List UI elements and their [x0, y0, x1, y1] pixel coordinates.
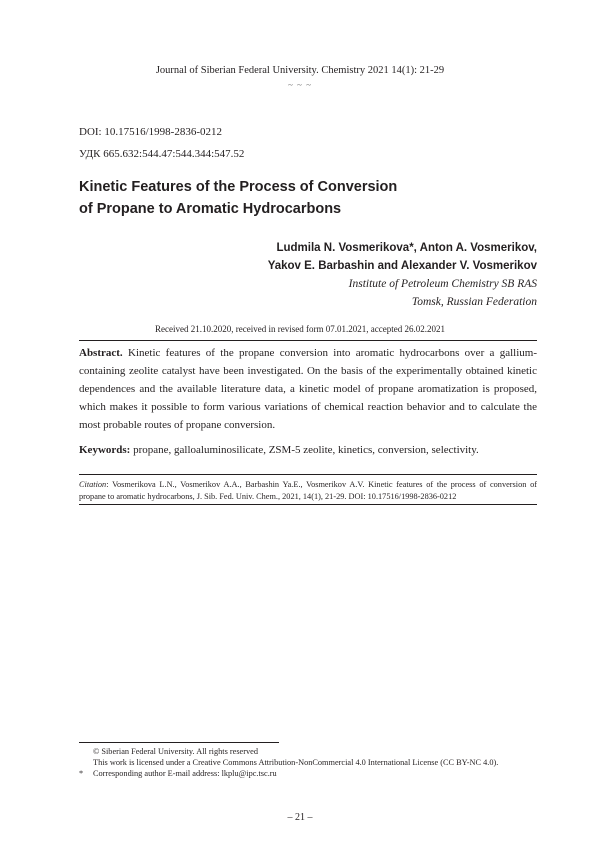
- abstract-top-rule: [79, 340, 537, 341]
- doi: DOI: 10.17516/1998-2836-0212: [79, 126, 222, 138]
- title-line-2: of Propane to Aromatic Hydrocarbons: [79, 201, 342, 217]
- title-line-1: Kinetic Features of the Process of Conversion: [79, 179, 398, 195]
- affiliation-line-2: Tomsk, Russian Federation: [411, 296, 537, 308]
- footnote-rule: [79, 742, 279, 743]
- citation-label: Citation: [79, 480, 107, 489]
- abstract-label: Abstract.: [79, 347, 123, 359]
- license-text: This work is licensed under a Creative Commons Attribution-NonCommercial 4.0 International License (CC BY-NC 4.0).: [93, 758, 499, 767]
- udk-code: УДК 665.632:544.47:544.344:547.52: [79, 148, 245, 160]
- footnote-copyright: [79, 746, 549, 757]
- corresponding-text: Corresponding author E-mail address: lkplu@ipc.tsc.ru: [93, 769, 277, 778]
- article-title: [79, 176, 499, 220]
- keywords-text: propane, galloaluminosilicate, ZSM-5 zeolite, kinetics, conversion, selectivity.: [133, 444, 479, 456]
- authors-line-1: Ludmila N. Vosmerikova*, Anton A. Vosmerikov,: [276, 242, 537, 254]
- page-number: – 21 –: [287, 812, 313, 823]
- journal-header: Journal of Siberian Federal University. Chemistry 2021 14(1): 21-29: [155, 65, 445, 76]
- received-dates: Received 21.10.2020, received in revised form 07.01.2021, accepted 26.02.2021: [155, 324, 445, 334]
- citation-bottom-rule: [79, 504, 537, 505]
- footnote-asterisk: *: [79, 769, 84, 778]
- footnote-corresponding: [79, 768, 549, 779]
- authors: [117, 239, 537, 275]
- copyright-text: © Siberian Federal University. All rights reserved: [93, 747, 258, 756]
- abstract-text: Kinetic features of the propane conversion into aromatic hydrocarbons over a gallium-containing zeolite catalyst have been investigated. On the basis of the experimentally obtained kinetic dependences and the available literature data, a kinetic model of propane aromatization is proposed, which makes it possible to form various variations of chemical reaction behavior and to calculate the most probable routes of propane conversion.: [79, 347, 537, 431]
- footnote-license: [79, 757, 549, 768]
- keywords-label: Keywords:: [79, 444, 131, 456]
- header-ornament: ~ ~ ~: [287, 80, 313, 90]
- citation: [79, 479, 537, 503]
- citation-top-rule: [79, 474, 537, 475]
- affiliation: [117, 275, 537, 311]
- authors-line-2: Yakov E. Barbashin and Alexander V. Vosmerikov: [267, 260, 537, 272]
- citation-text: : Vosmerikova L.N., Vosmerikov A.A., Barbashin Ya.E., Vosmerikov A.V. Kinetic features of the process of conversion of propane to aromatic hydrocarbons, J. Sib. Fed. Univ. Chem., 2021, 14(1), 21-29. DOI: 10.17516/1998-2836-0212: [79, 480, 537, 501]
- keywords: [79, 441, 537, 459]
- affiliation-line-1: Institute of Petroleum Chemistry SB RAS: [348, 278, 537, 290]
- abstract: [79, 344, 537, 434]
